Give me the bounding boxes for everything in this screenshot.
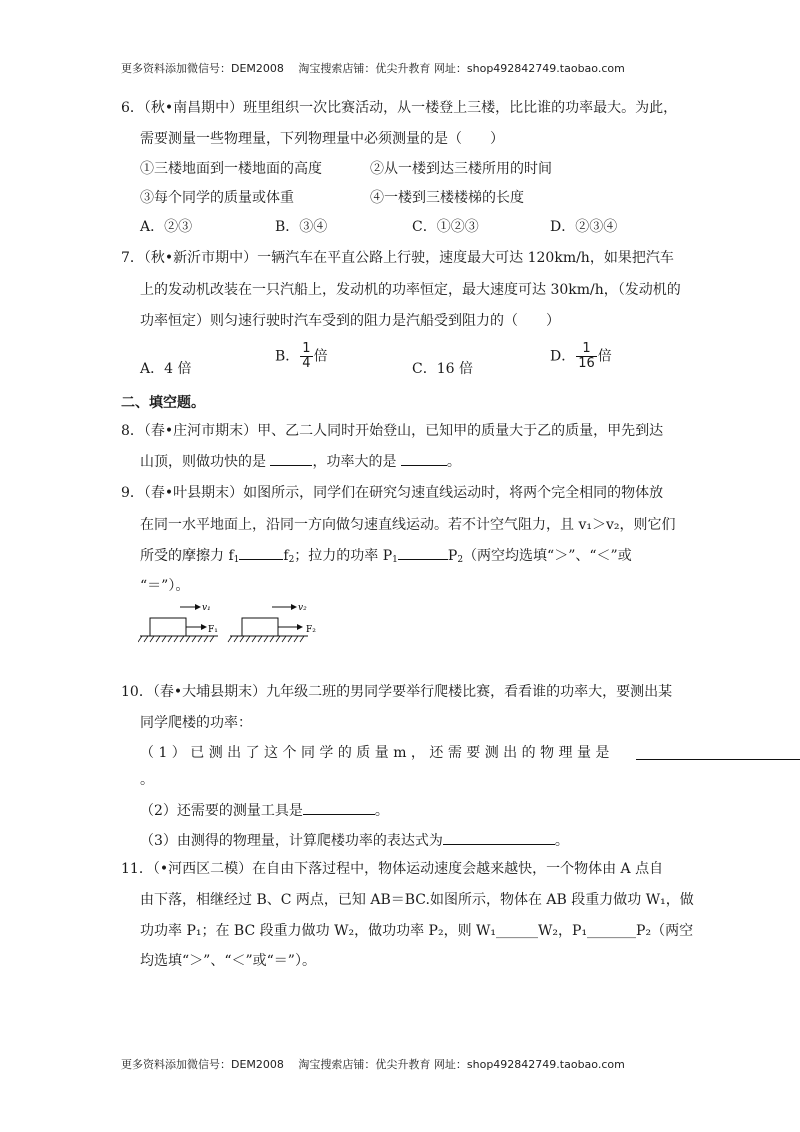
- q9-line-3: [140, 547, 632, 565]
- q6-item-1: ①三楼地面到一楼地面的高度: [140, 161, 322, 177]
- q7-option-d-suffix: 倍: [597, 348, 612, 365]
- q6-line-2: 需要测量一些物理量，下列物理量中必须测量的是（ ）: [140, 131, 504, 147]
- q11-line-4: 均选填“＞”、“＜”或“＝”）。: [140, 953, 316, 969]
- q6-option-d: D．②③④: [550, 219, 618, 235]
- answer-blank[interactable]: [443, 832, 555, 845]
- q10-line-5: [140, 802, 389, 820]
- fraction-denominator: 4: [302, 356, 311, 371]
- q7-line-3: 功率恒定）则匀速行驶时汽车受到的阻力是汽船受到阻力的（ ）: [140, 313, 560, 329]
- q9-text-d: P: [447, 548, 458, 564]
- q7-option-a: A．4 倍: [140, 361, 192, 377]
- q6-option-c: C．①②③: [412, 219, 479, 235]
- q6-item-2: ②从一楼到达三楼所用的时间: [370, 161, 552, 177]
- block-1: [150, 618, 186, 636]
- answer-blank[interactable]: [303, 802, 375, 815]
- q7-line-1: 7．（秋•新沂市期中）一辆汽车在平直公路上行驶，速度最大可达 120km/h，如果把汽车: [121, 250, 674, 266]
- F2-label: F₂: [306, 625, 316, 635]
- q10-text: （3）由测得的物理量，计算爬楼功率的表达式为: [140, 833, 443, 849]
- q6-option-b: B．③④: [275, 219, 328, 235]
- q7-option-b-label: B．: [275, 348, 300, 365]
- q11-line-1: 11．（•河西区二模）在自由下落过程中，物体运动速度会越来越快，一个物体由 A 点自: [121, 861, 664, 877]
- q8-line-1: 8．（春•庄河市期末）甲、乙二人同时开始登山，已知甲的质量大于乙的质量，甲先到达: [121, 423, 664, 439]
- q8-text-c: 。: [446, 454, 461, 470]
- fraction-numerator: 1: [302, 341, 311, 356]
- q10-text: 。: [374, 803, 389, 819]
- q9-text-e: （两空均选填“＞”、“＜”或: [463, 548, 632, 564]
- answer-blank[interactable]: [401, 453, 447, 466]
- q10-line-2: 同学爬楼的功率：: [140, 715, 252, 731]
- q7-option-d-fraction: [576, 342, 597, 371]
- subscript: 1: [392, 555, 398, 565]
- q8-text-a: 山顶，则做功快的是: [140, 454, 266, 470]
- q9-text-b: f: [283, 548, 289, 564]
- F1-label: F₁: [208, 625, 218, 635]
- q9-line-2: 在同一水平地面上，沿同一方向做匀速直线运动。若不计空气阻力，且 v₁＞v₂，则它们: [140, 517, 676, 533]
- fraction-numerator: 1: [582, 341, 591, 356]
- v1-label: v₁: [202, 603, 211, 613]
- ground-hatch-1: [138, 636, 214, 642]
- q10-line-4: 。: [140, 772, 154, 788]
- q7-option-c: C．16 倍: [412, 361, 473, 377]
- answer-blank[interactable]: [239, 547, 283, 560]
- ground-hatch-2: [228, 636, 304, 642]
- q9-text-a: 所受的摩擦力 f: [140, 548, 234, 564]
- q8-line-2: [140, 453, 461, 471]
- q11-line-2: 由下落，相继经过 B、C 两点，已知 AB＝BC.如图所示，物体在 AB 段重力做功 W₁，做: [140, 892, 694, 908]
- q6-line-1: 6．（秋•南昌期中）班里组织一次比赛活动，从一楼登上三楼，比比谁的功率最大。为此，: [121, 100, 678, 116]
- fraction-denominator: 16: [578, 356, 595, 371]
- answer-blank[interactable]: [398, 547, 448, 560]
- q7-line-2: 上的发动机改装在一只汽船上，发动机的功率恒定，最大速度可达 30km/h，（发动机的: [140, 282, 681, 298]
- page-footer: 更多资料添加微信号：DEM2008 淘宝搜索店铺：优尖升教育 网址：shop492842749.taobao.com: [121, 1058, 625, 1071]
- answer-blank[interactable]: [270, 453, 312, 466]
- v2-label: v₂: [298, 603, 307, 613]
- q7-option-b: [275, 342, 328, 371]
- q6-item-4: ④一楼到三楼楼梯的长度: [370, 190, 524, 206]
- q7-option-b-suffix: 倍: [313, 348, 328, 365]
- q8-text-b: ，功率大的是: [312, 454, 397, 470]
- q6-option-a: A．②③: [140, 219, 193, 235]
- subscript: 1: [233, 555, 240, 565]
- section-title: 二、填空题。: [121, 395, 205, 411]
- subscript: 2: [288, 555, 295, 565]
- page-header: 更多资料添加微信号：DEM2008 淘宝搜索店铺：优尖升教育 网址：shop492842749.taobao.com: [121, 62, 625, 75]
- answer-blank[interactable]: [636, 747, 800, 760]
- q10-text: （2）还需要的测量工具是: [140, 803, 303, 819]
- q9-text-c: ；拉力的功率 P: [294, 548, 393, 564]
- q7-option-d-label: D．: [550, 348, 576, 365]
- q7-option-b-fraction: [300, 342, 312, 371]
- q11-line-3: 功功率 P₁；在 BC 段重力做功 W₂，做功功率 P₂，则 W₁______W₂，P₁_______P₂（两空: [140, 923, 694, 939]
- block-2: [242, 618, 278, 636]
- q9-line-4: “＝”）。: [140, 578, 190, 594]
- q10-text: 。: [554, 833, 569, 849]
- q9-line-1: 9．（春•叶县期末）如图所示，同学们在研究匀速直线运动时，将两个完全相同的物体放: [121, 485, 664, 501]
- q10-line-6: [140, 832, 569, 850]
- q9-figure: [138, 598, 338, 650]
- q6-item-3: ③每个同学的质量或体重: [140, 190, 294, 206]
- subscript: 2: [457, 555, 464, 565]
- q7-option-d: [550, 342, 612, 371]
- q10-line-1: 10．（春•大埔县期末）九年级二班的男同学要举行爬楼比赛，看看谁的功率大，要测出某: [121, 684, 673, 700]
- q10-line-3: （ 1 ） 已 测 出 了 这 个 同 学 的 质 量 m ， 还 需 要 测 出 的 物 理 量 是: [140, 745, 610, 761]
